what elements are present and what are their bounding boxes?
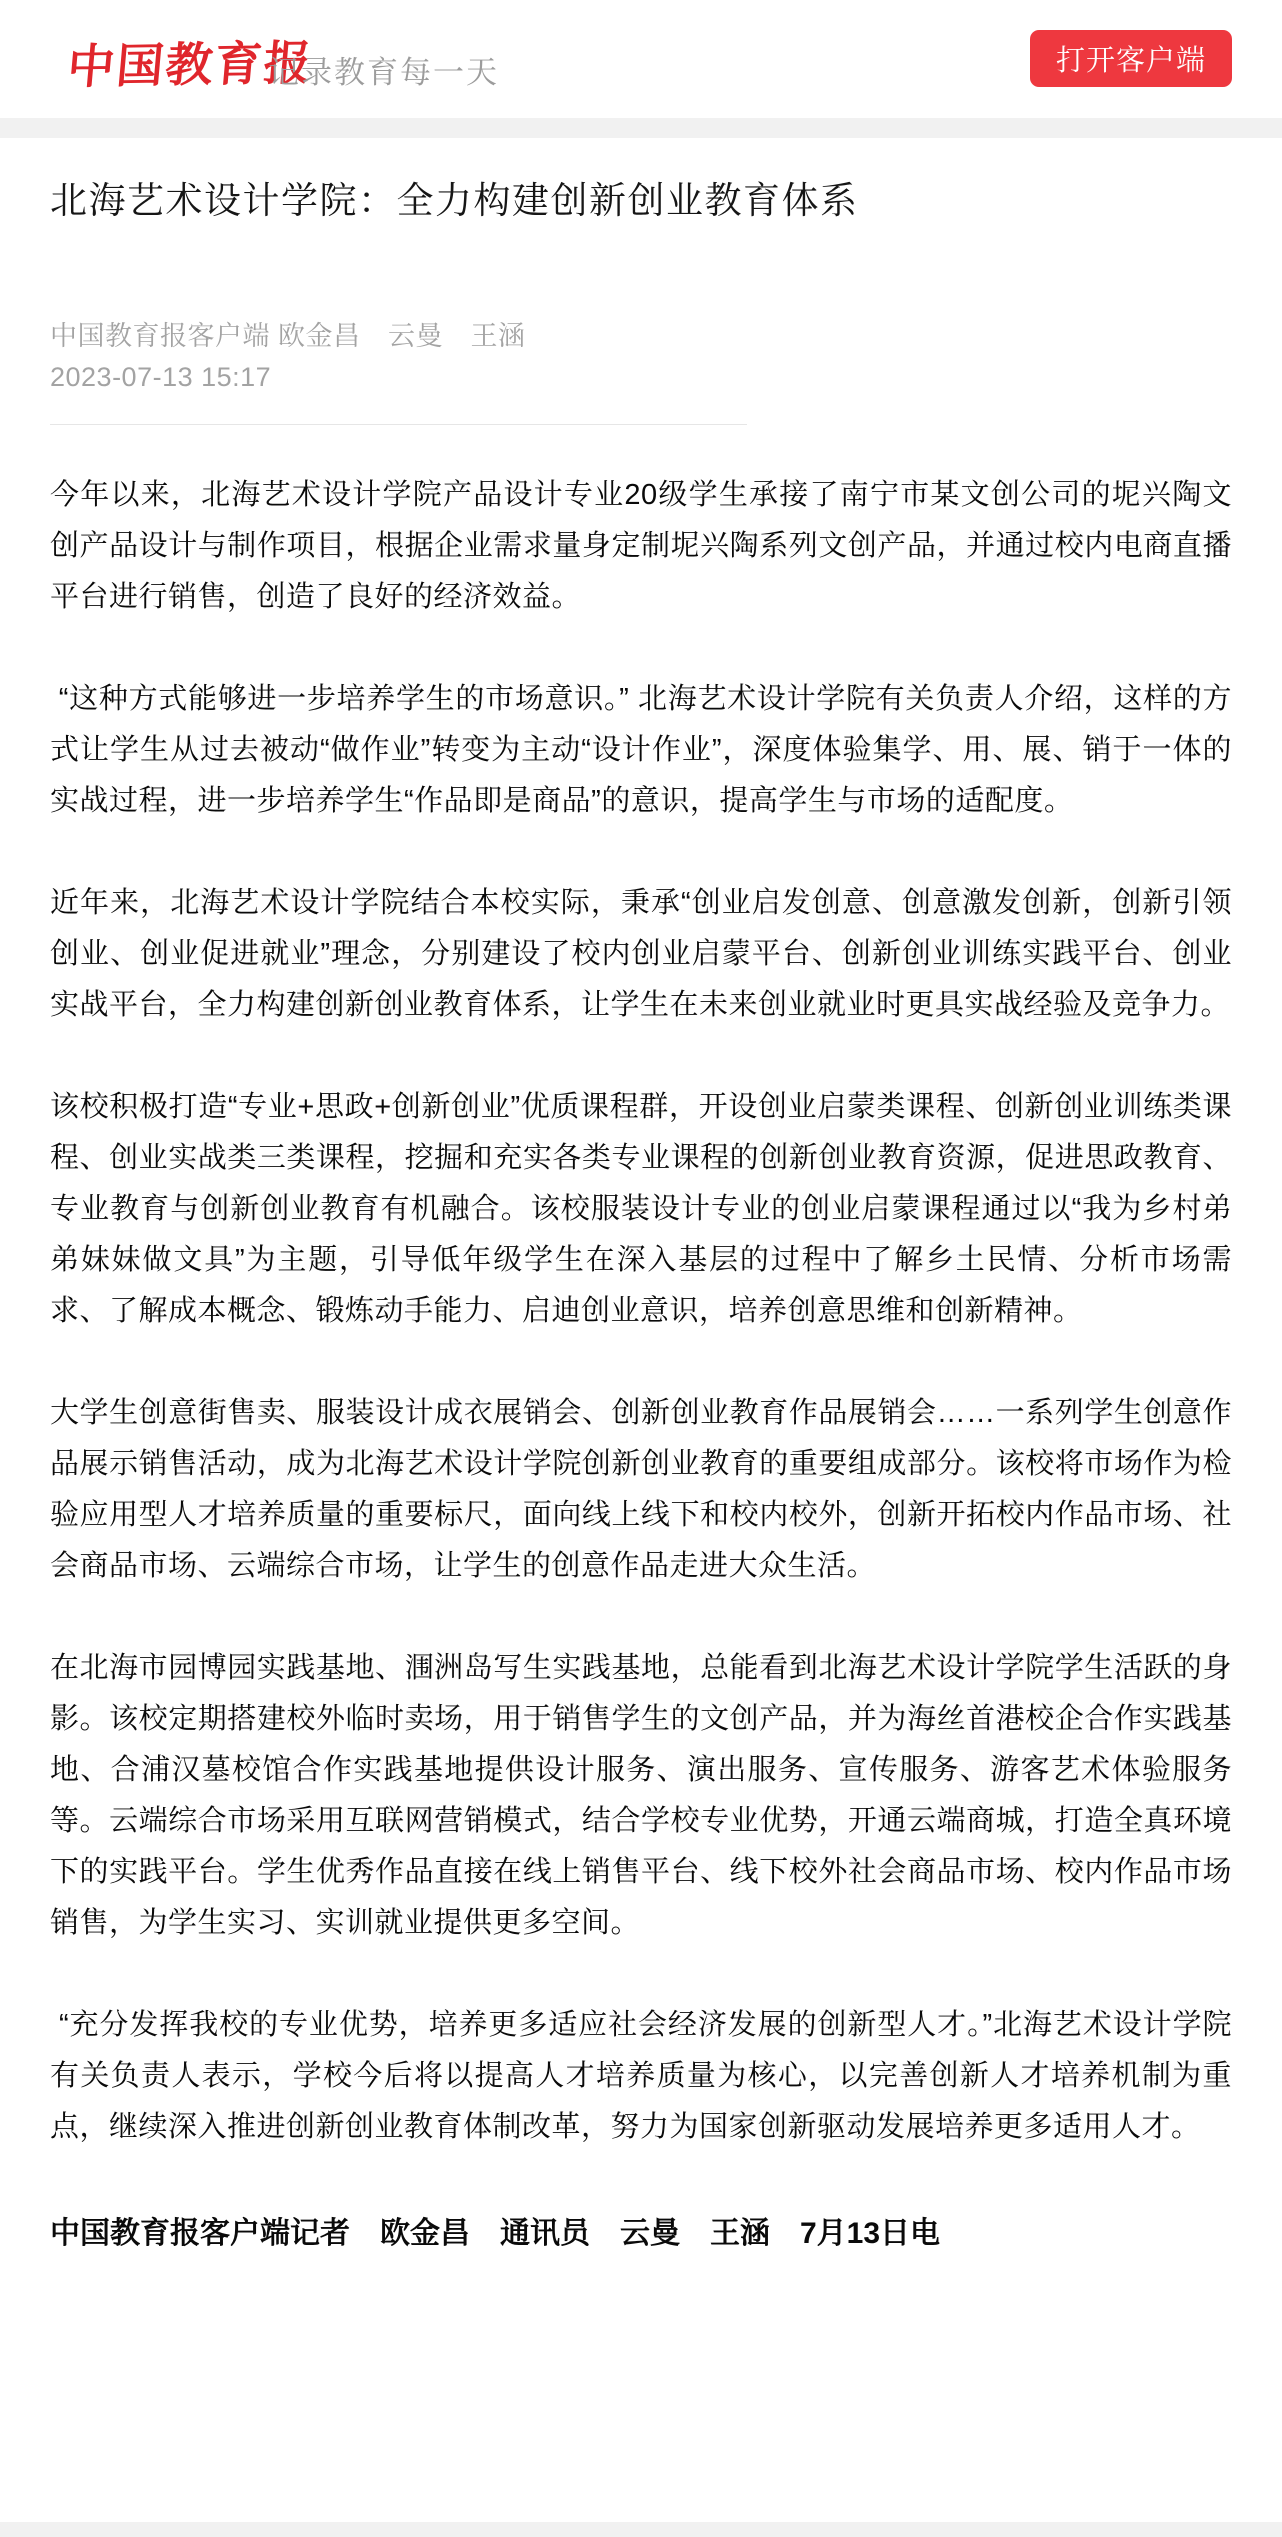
brand-tagline: 记录教育每一天	[268, 55, 499, 90]
footer-band	[0, 2522, 1282, 2537]
article	[0, 178, 1282, 2253]
app-header	[0, 0, 1282, 118]
article-paragraph: 该校积极打造“专业+思政+创新创业”优质课程群，开设创业启蒙类课程、创新创业训练类课程、创业实战类三类课程，挖掘和充实各类专业课程的创新创业教育资源，促进思政教育、专业教育与创新创业教育有机融合。该校服装设计专业的创业启蒙课程通过以“我为乡村弟弟妹妹做文具”为主题，引导低年级学生在深入基层的过程中了解乡土民情、分析市场需求、了解成本概念、锻炼动手能力、启迪创业意识，培养创意思维和创新精神。	[50, 1091, 1232, 1328]
article-body	[50, 470, 1232, 2153]
article-byline: 中国教育报客户端 欧金昌 云曼 王涵	[50, 321, 526, 352]
header-separator-band	[0, 118, 1282, 138]
meta-divider	[50, 424, 747, 425]
article-signature: 中国教育报客户端记者 欧金昌 通讯员 云曼 王涵 7月13日电	[50, 2217, 941, 2251]
article-publish-time: 2023-07-13 15:17	[50, 362, 272, 393]
brand-logo[interactable]: 中国教育报	[65, 35, 316, 94]
article-paragraph: 大学生创意街售卖、服装设计成衣展销会、创新创业教育作品展销会……一系列学生创意作品展示销售活动，成为北海艺术设计学院创新创业教育的重要组成部分。该校将市场作为检验应用型人才培养质量的重要标尺，面向线上线下和校内校外，创新开拓校内作品市场、社会商品市场、云端综合市场，让学生的创意作品走进大众生活。	[50, 1397, 1232, 1583]
article-paragraph: 今年以来，北海艺术设计学院产品设计专业20级学生承接了南宁市某文创公司的坭兴陶文创产品设计与制作项目，根据企业需求量身定制坭兴陶系列文创产品，并通过校内电商直播平台进行销售，创造了良好的经济效益。	[50, 479, 1232, 614]
article-paragraph: “这种方式能够进一步培养学生的市场意识。” 北海艺术设计学院有关负责人介绍，这样的方式让学生从过去被动“做作业”转变为主动“设计作业”，深度体验集学、用、展、销于一体的实战过程，进一步培养学生“作品即是商品”的意识，提高学生与市场的适配度。	[50, 683, 1233, 818]
article-paragraph: 近年来，北海艺术设计学院结合本校实际，秉承“创业启发创意、创意激发创新，创新引领创业、创业促进就业”理念，分别建设了校内创业启蒙平台、创新创业训练实践平台、创业实战平台，全力构建创新创业教育体系，让学生在未来创业就业时更具实战经验及竞争力。	[50, 887, 1232, 1022]
article-title: 北海艺术设计学院：全力构建创新创业教育体系	[50, 180, 859, 221]
article-paragraph: 在北海市园博园实践基地、涠洲岛写生实践基地，总能看到北海艺术设计学院学生活跃的身影。该校定期搭建校外临时卖场，用于销售学生的文创产品，并为海丝首港校企合作实践基地、合浦汉墓校馆合作实践基地提供设计服务、演出服务、宣传服务、游客艺术体验服务等。云端综合市场采用互联网营销模式，结合学校专业优势，开通云端商城，打造全真环境下的实践平台。学生优秀作品直接在线上销售平台、线下校外社会商品市场、校内作品市场销售，为学生实习、实训就业提供更多空间。	[50, 1652, 1232, 1940]
article-paragraph: “充分发挥我校的专业优势，培养更多适应社会经济发展的创新型人才。”北海艺术设计学院有关负责人表示，学校今后将以提高人才培养质量为核心，以完善创新人才培养机制为重点，继续深入推进创新创业教育体制改革，努力为国家创新驱动发展培养更多适用人才。	[50, 2009, 1232, 2144]
open-app-button[interactable]: 打开客户端	[1030, 30, 1232, 87]
